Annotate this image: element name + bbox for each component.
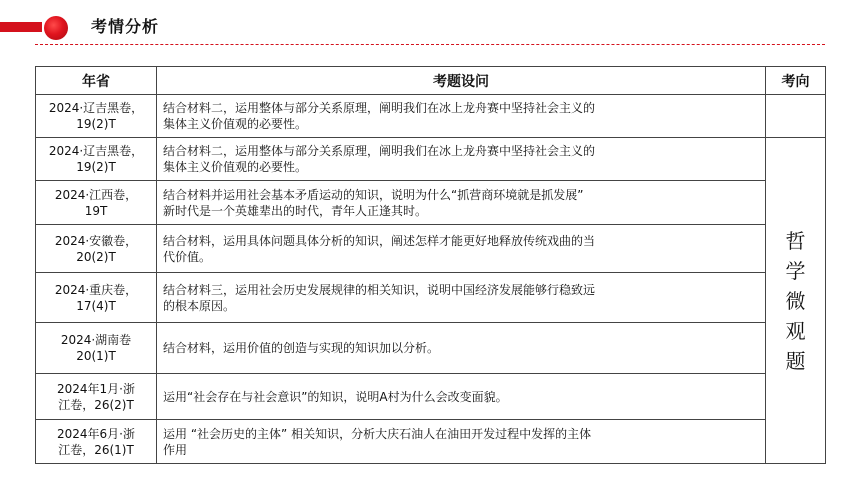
year-line: 江卷，26(1)T <box>58 442 134 457</box>
question-line: 结合材料二，运用整体与部分关系原理，阐明我们在冰上龙舟赛中坚持社会主义的 <box>163 144 596 158</box>
table-row <box>36 420 826 464</box>
year-cell <box>36 225 157 273</box>
question-cell <box>157 225 766 273</box>
question-cell <box>157 323 766 374</box>
year-cell <box>36 323 157 374</box>
exam-analysis-table-wrapper <box>35 66 825 464</box>
question-line: 新时代是一个英雄辈出的时代，青年人正逢其时。 <box>163 203 428 218</box>
year-cell <box>36 138 157 181</box>
question-cell <box>157 420 766 464</box>
column-header-year: 年省 <box>36 67 157 95</box>
year-line: 2024·湖南卷 <box>60 333 132 347</box>
table-row <box>36 323 826 374</box>
question-line: 集体主义价值观的必要性。 <box>163 117 308 131</box>
header-accent-bar <box>0 22 42 32</box>
table-row <box>36 225 826 273</box>
year-line: 2024·安徽卷， <box>54 233 138 248</box>
year-line: 19(2)T <box>76 160 116 174</box>
year-line: 江卷，26(2)T <box>58 397 134 412</box>
year-cell <box>36 181 157 225</box>
question-cell <box>157 138 766 181</box>
table-header-row <box>36 67 826 95</box>
question-line: 结合材料二，运用整体与部分关系原理，阐明我们在冰上龙舟赛中坚持社会主义的 <box>163 101 596 115</box>
question-cell <box>157 95 766 138</box>
year-line: 2024·重庆卷， <box>54 282 138 297</box>
question-cell <box>157 181 766 225</box>
year-line: 17(4)T <box>76 298 116 313</box>
question-line: 结合材料，运用价值的创造与实现的知识加以分析。 <box>163 341 440 355</box>
question-line: 结合材料，运用具体问题具体分析的知识，阐述怎样才能更好地释放传统戏曲的当 <box>163 233 596 248</box>
direction-label: 哲学微观题 <box>785 228 806 373</box>
column-header-direction: 考向 <box>766 67 826 95</box>
year-cell <box>36 420 157 464</box>
question-line: 作用 <box>163 442 188 457</box>
direction-cell <box>766 138 826 464</box>
table-row <box>36 273 826 323</box>
table-row <box>36 181 826 225</box>
year-cell <box>36 374 157 420</box>
question-line: 代价值。 <box>163 249 212 264</box>
header-divider <box>35 44 825 45</box>
year-line: 19T <box>84 203 108 218</box>
year-line: 19(2)T <box>76 117 116 131</box>
question-line: 结合材料三，运用社会历史发展规律的相关知识，说明中国经济发展能够行稳致远 <box>163 282 596 297</box>
table-row <box>36 95 826 138</box>
question-cell <box>157 374 766 420</box>
column-header-question: 考题设问 <box>157 67 766 95</box>
question-line: 的根本原因。 <box>163 298 236 313</box>
question-line: 结合材料并运用社会基本矛盾运动的知识，说明为什么“抓营商环境就是抓发展” <box>163 187 584 202</box>
year-cell <box>36 95 157 138</box>
header-bullet-icon <box>44 16 68 40</box>
section-header <box>0 0 860 60</box>
table-row <box>36 138 826 181</box>
question-line: 运用“社会存在与社会意识”的知识，说明A村为什么会改变面貌。 <box>163 389 508 404</box>
section-title: 考情分析 <box>91 17 160 36</box>
year-line: 2024·江西卷， <box>54 187 138 202</box>
table-row <box>36 374 826 420</box>
question-line: 集体主义价值观的必要性。 <box>163 160 308 174</box>
year-line: 2024·辽吉黑卷， <box>48 101 144 115</box>
year-line: 20(2)T <box>76 249 116 264</box>
year-line: 20(1)T <box>76 349 116 363</box>
question-cell <box>157 273 766 323</box>
year-line: 2024年6月·浙 <box>57 426 135 441</box>
year-cell <box>36 273 157 323</box>
year-line: 2024·辽吉黑卷， <box>48 144 144 158</box>
direction-cell-empty <box>766 95 826 138</box>
year-line: 2024年1月·浙 <box>57 381 135 396</box>
exam-analysis-table <box>35 66 826 464</box>
question-line: 运用 “社会历史的主体” 相关知识，分析大庆石油人在油田开发过程中发挥的主体 <box>163 426 592 441</box>
